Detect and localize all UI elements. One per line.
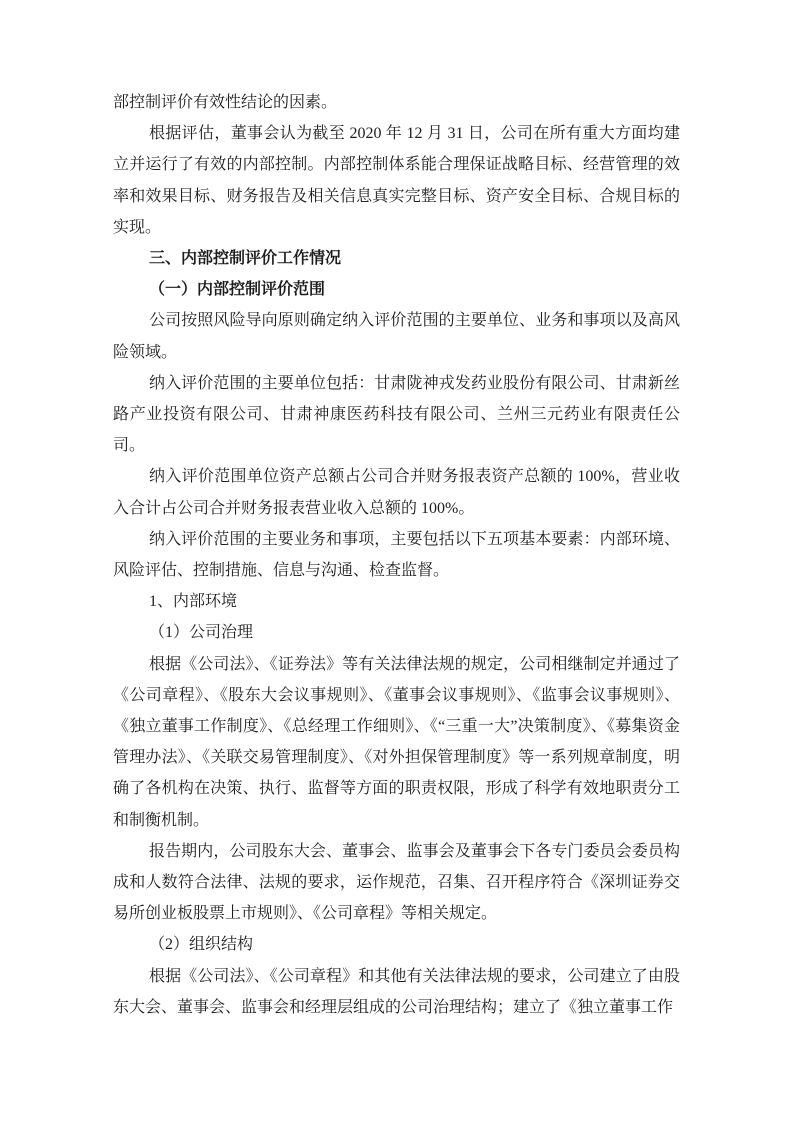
continuation-paragraph: 部控制评价有效性结论的因素。 [113, 94, 338, 111]
section-heading-evaluation-work: 三、内部控制评价工作情况 [149, 250, 342, 268]
paragraph-units-in-scope: 纳入评价范围的主要单位包括：甘肃陇神戎发药业股份有限公司、甘肃新丝路产业投资有限公司、甘肃神康医药科技有限公司、兰州三元药业有限责任公司。 [113, 374, 680, 455]
paragraph-board-evaluation-conclusion: 根据评估，董事会认为截至 2020 年 12 月 31 日，公司在所有重大方面均建立并运行了有效的内部控制。内部控制体系能合理保证战略目标、经营管理的效率和效果目标、财务报告及相关信息真实完整目标、资产安全目标、合规目标的实现。 [113, 125, 680, 236]
paragraph-governance-rules: 根据《公司法》、《证券法》等有关法律法规的规定，公司相继制定并通过了《公司章程》、《股东大会议事规则》、《董事会议事规则》、《监事会议事规则》、《独立董事工作制度》、《总经理工作细则》、《“三重一大”决策制度》、《募集资金管理办法》、《关联交易管理制度》、《对外担保管理制度》等一系列规章制度，明确了各机构在决策、执行、监督等方面的职责权限，形成了科学有效地职责分工和制衡机制。 [113, 655, 680, 829]
list-item-organizational-structure: （2）组织结构 [149, 936, 254, 954]
document-body [113, 87, 680, 1023]
paragraph-asset-revenue-coverage: 纳入评价范围单位资产总额占公司合并财务报表资产总额的 100%，营业收入合计占公司合并财务报表营业收入总额的 100%。 [113, 468, 680, 517]
subsection-heading-evaluation-scope: （一）内部控制评价范围 [149, 281, 326, 299]
paragraph-risk-oriented-principle: 公司按照风险导向原则确定纳入评价范围的主要单位、业务和事项以及高风险领域。 [113, 312, 680, 361]
list-item-internal-environment: 1、内部环境 [149, 593, 238, 611]
paragraph-governance-structure: 根据《公司法》、《公司章程》和其他有关法律法规的要求，公司建立了由股东大会、董事会、监事会和经理层组成的公司治理结构；建立了《独立董事工作 [113, 967, 680, 1016]
list-item-corporate-governance: （1）公司治理 [149, 624, 254, 642]
paragraph-reporting-period-compliance: 报告期内，公司股东大会、董事会、监事会及董事会下各专门委员会委员构成和人数符合法律、法规的要求，运作规范，召集、召开程序符合《深圳证券交易所创业板股票上市规则》、《公司章程》等相关规定。 [113, 842, 680, 923]
paragraph-five-basic-elements: 纳入评价范围的主要业务和事项，主要包括以下五项基本要素：内部环境、风险评估、控制措施、信息与沟通、检查监督。 [113, 530, 680, 580]
